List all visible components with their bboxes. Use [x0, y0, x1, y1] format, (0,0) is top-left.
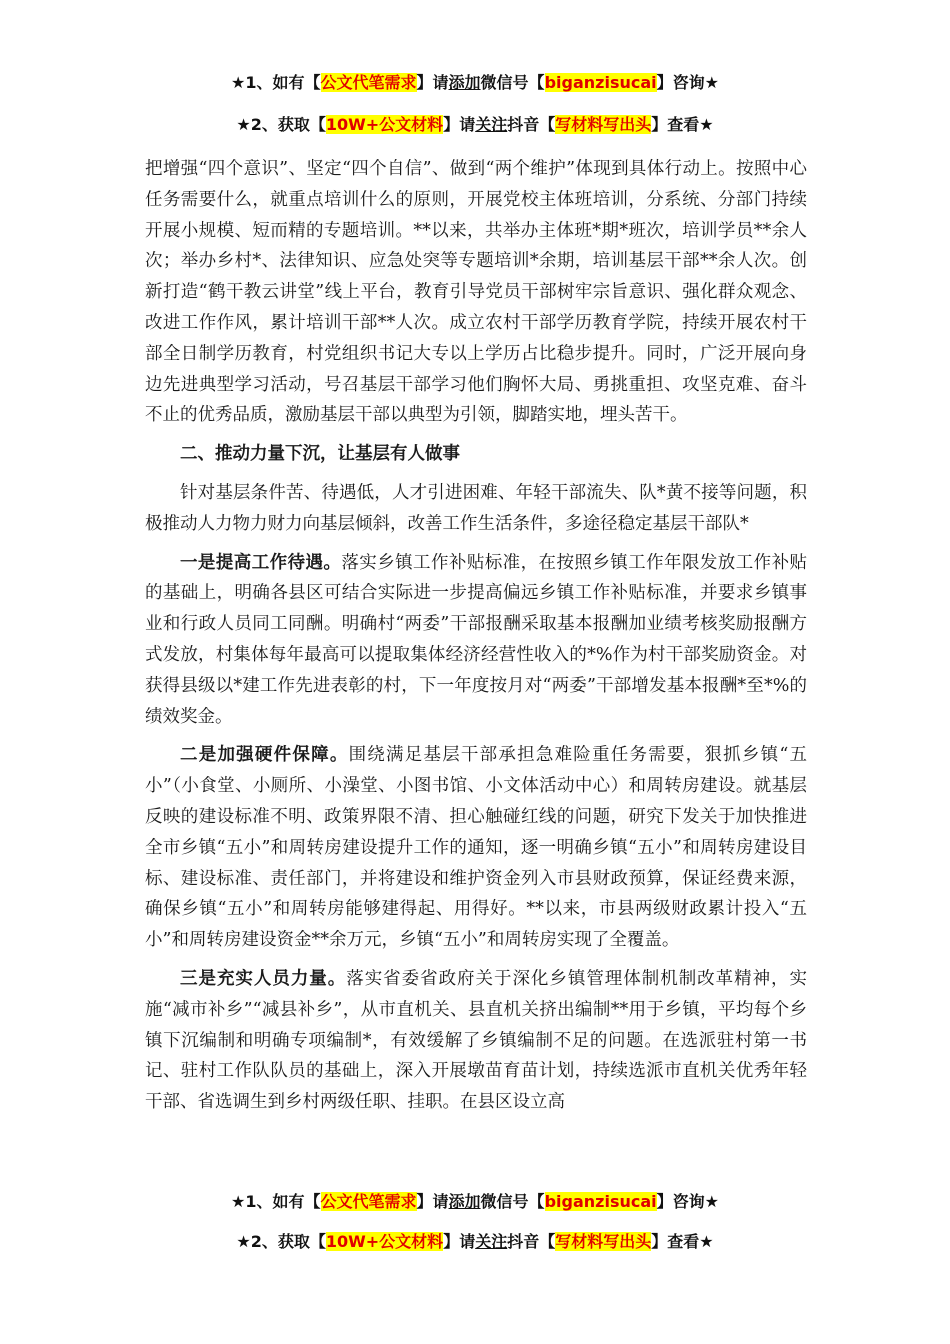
underlined-text: 关注	[475, 1232, 508, 1251]
paragraph: 针对基层条件苦、待遇低，人才引进困难、年轻干部流失、队*黄不接等问题，积极推动人力物力财力向基层倾斜，改善工作生活条件，多途径稳定基层干部队*	[145, 482, 807, 534]
paragraph-lead: 三是充实人员力量。	[180, 968, 347, 989]
highlight-text: 10W+公文材料	[325, 1232, 444, 1251]
underlined-text: 添加	[448, 1192, 481, 1211]
paragraph	[145, 548, 807, 733]
header-banner-line-2: ★2、获取【10W+公文材料】请关注抖音【写材料写出头】查看★	[236, 115, 714, 134]
paragraph	[145, 964, 807, 1118]
highlight-text: 写材料写出头	[555, 115, 652, 134]
paragraph-lead: 一是提高工作待遇。	[180, 552, 342, 573]
highlight-text: biganzisucai	[544, 73, 657, 92]
paragraph	[145, 740, 807, 956]
star-icon: ★	[236, 1232, 251, 1251]
highlight-text: 公文代笔需求	[320, 1192, 417, 1211]
footer-banner-line-1: ★1、如有【公文代笔需求】请添加微信号【biganzisucai】咨询★	[231, 1192, 719, 1211]
paragraph-text: 围绕满足基层干部承担急难险重任务需要，狠抓乡镇“五小”（小食堂、小厕所、小澡堂、小图书馆、小文体活动中心）和周转房建设。就基层反映的建设标准不明、政策界限不清、担心触碰红线的问题，研究下发关于加快推进全市乡镇“五小”和周转房建设提升工作的通知，逐一明确乡镇“五小”和周转房建设目标、建设标准、责任部门，并将建设和维护资金列入市县财政预算，保证经费来源，确保乡镇“五小”和周转房能够建得起、用得好。**以来，市县两级财政累计投入“五小”和周转房建设资金**余万元，乡镇“五小”和周转房实现了全覆盖。	[145, 745, 807, 951]
footer-banner-line-2: ★2、获取【10W+公文材料】请关注抖音【写材料写出头】查看★	[236, 1232, 714, 1251]
paragraph-text: 落实乡镇工作补贴标准，在按照乡镇工作年限发放工作补贴的基础上，明确各县区可结合实际进一步提高偏远乡镇工作补贴标准，并要求乡镇事业和行政人员同工同酬。明确村“两委”干部报酬采取基本报酬加业绩考核奖励报酬方式发放，村集体每年最高可以提取集体经济经营性收入的*%作为村干部奖励资金。对获得县级以*建工作先进表彰的村，下一年度按月对“两委”干部增发基本报酬*至*%的绩效奖金。	[145, 552, 808, 727]
star-icon: ★	[231, 1192, 246, 1211]
highlight-text: 公文代笔需求	[320, 73, 417, 92]
header-banner-line-1: ★1、如有【公文代笔需求】请添加微信号【biganzisucai】咨询★	[231, 73, 719, 92]
underlined-text: 关注	[475, 115, 508, 134]
star-icon: ★	[236, 115, 251, 134]
document-body	[145, 154, 807, 1118]
highlight-text: 10W+公文材料	[325, 115, 444, 134]
underlined-text: 添加	[448, 73, 481, 92]
section-heading: 二、推动力量下沉，让基层有人做事	[180, 444, 460, 465]
star-icon: ★	[231, 73, 246, 92]
paragraph-lead: 二是加强硬件保障。	[180, 745, 349, 766]
paragraph-text: 落实省委省政府关于深化乡镇管理体制机制改革精神，实施“减市补乡”“减县补乡”，从市直机关、县直机关挤出编制**用于乡镇，平均每个乡镇下沉编制和明确专项编制*，有效缓解了乡镇编制不足的问题。在选派驻村第一书记、驻村工作队队员的基础上，深入开展墩苗育苗计划，持续选派市直机关优秀年轻干部、省选调生到乡村两级任职、挂职。在县区设立高	[145, 968, 808, 1113]
paragraph: 把增强“四个意识”、坚定“四个自信”、做到“两个维护”体现到具体行动上。按照中心任务需要什么，就重点培训什么的原则，开展党校主体班培训，分系统、分部门持续开展小规模、短而精的专题培训。**以来，共举办主体班*期*班次，培训学员**余人次；举办乡村*、法律知识、应急处突等专题培训*余期，培训基层干部**余人次。创新打造“鹤干教云讲堂”线上平台，教育引导党员干部树牢宗旨意识、强化群众观念、改进工作作风，累计培训干部**人次。成立农村干部学历教育学院，持续开展农村干部全日制学历教育，村党组织书记大专以上学历占比稳步提升。同时，广泛开展向身边先进典型学习活动，号召基层干部学习他们胸怀大局、勇挑重担、攻坚克难、奋斗不止的优秀品质，激励基层干部以典型为引领，脚踏实地，埋头苦干。	[145, 159, 807, 426]
highlight-text: 写材料写出头	[555, 1232, 652, 1251]
highlight-text: biganzisucai	[544, 1192, 657, 1211]
